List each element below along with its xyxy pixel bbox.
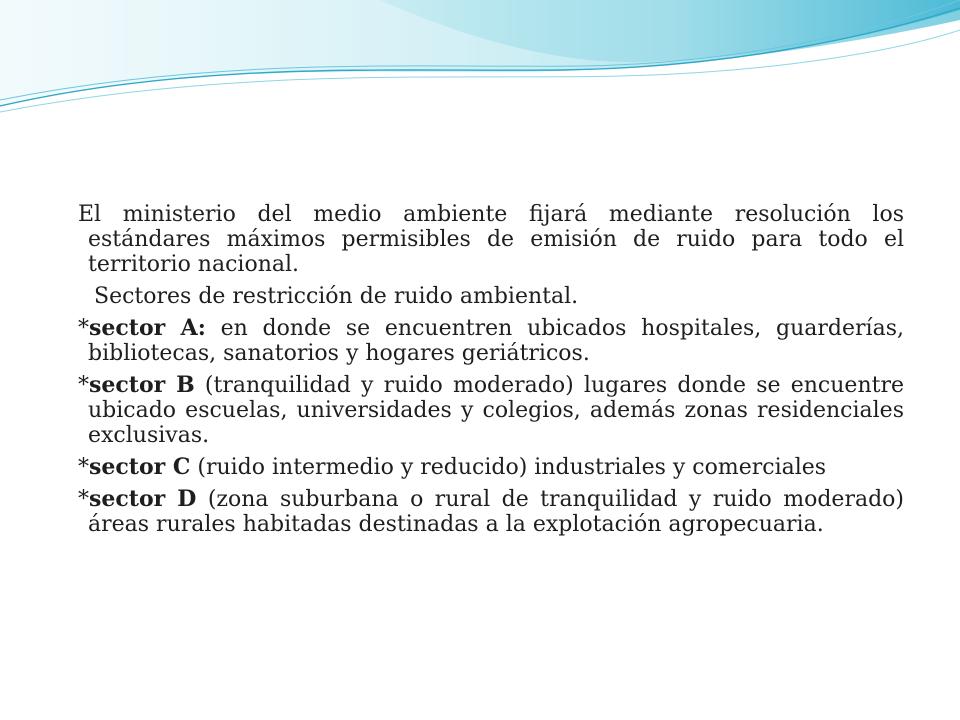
sector-a-item: [78, 316, 904, 366]
subtitle-text: Sectores de restricción de ruido ambiental.: [94, 284, 579, 309]
sector-c-text: (ruido intermedio y reducido) industriales y comerciales: [190, 455, 827, 480]
sector-d-item: [78, 487, 904, 537]
sector-a-label: sector A:: [89, 315, 206, 341]
intro-text: El ministerio del medio ambiente fijará mediante resolución los estándares máximos permisibles de emisión de ruido para todo el territorio nacional.: [78, 202, 904, 277]
bullet-asterisk: *: [78, 455, 89, 480]
sector-d-text: (zona suburbana o rural de tranquilidad y ruido moderado) áreas rurales habitadas destinadas a la explotación agropecuaria.: [88, 487, 904, 537]
bullet-asterisk: *: [78, 316, 89, 341]
sector-b-item: [78, 373, 904, 448]
slide-body: [78, 202, 904, 544]
sector-c-item: [78, 455, 904, 480]
bullet-asterisk: *: [78, 487, 89, 512]
header-wave-decoration: [0, 0, 960, 140]
sector-c-label: sector C: [89, 454, 191, 480]
sector-b-label: sector B: [89, 372, 195, 398]
sector-a-text: en donde se encuentren ubicados hospitales, guarderías, bibliotecas, sanatorios y hogares geriátricos.: [88, 316, 904, 366]
section-subtitle: [78, 284, 904, 309]
bullet-asterisk: *: [78, 373, 89, 398]
sector-d-label: sector D: [89, 486, 197, 512]
sector-b-text: (tranquilidad y ruido moderado) lugares donde se encuentre ubicado escuelas, universidades y colegios, además zonas residenciales exclusivas.: [88, 373, 904, 448]
intro-paragraph: [78, 202, 904, 277]
